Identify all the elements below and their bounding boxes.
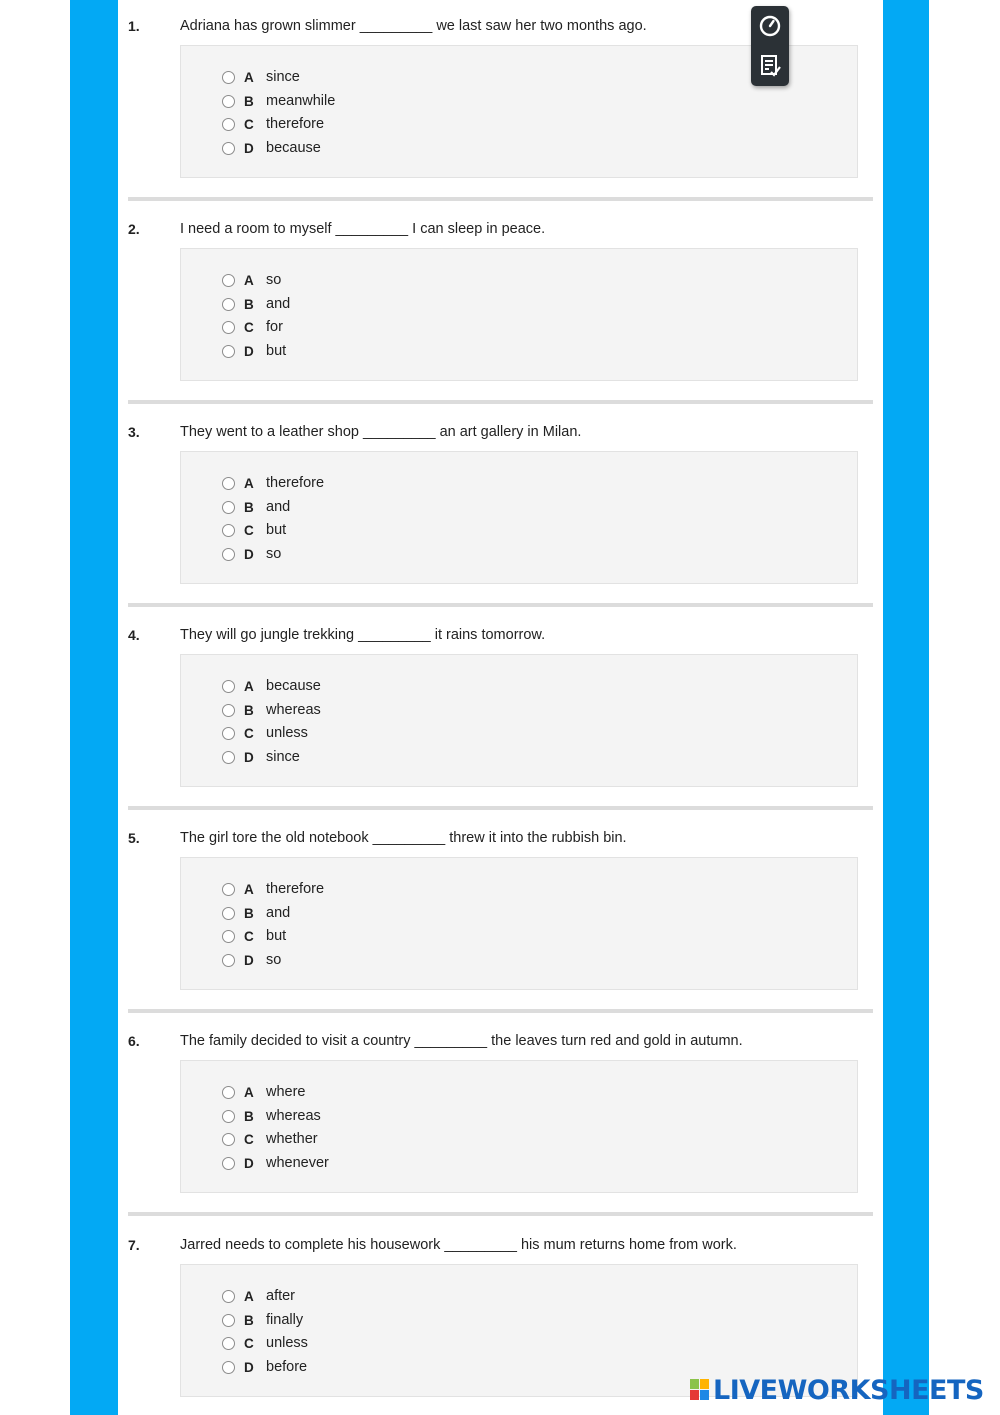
- option-d[interactable]: [222, 138, 321, 158]
- option-text: because: [266, 140, 321, 156]
- logo-blocks-icon: [690, 1379, 710, 1401]
- question-text: Adriana has grown slimmer _________ we last saw her two months ago.: [180, 18, 647, 34]
- options-box: [180, 451, 858, 584]
- option-text: and: [266, 905, 291, 921]
- option-a[interactable]: [222, 473, 324, 493]
- option-d[interactable]: [222, 1153, 329, 1173]
- radio-button[interactable]: [222, 1361, 235, 1374]
- option-text: where: [266, 1084, 306, 1100]
- option-a[interactable]: [222, 676, 321, 696]
- option-text: whenever: [266, 1155, 329, 1171]
- question-separator: [128, 1009, 873, 1013]
- radio-button[interactable]: [222, 95, 235, 108]
- radio-button[interactable]: [222, 751, 235, 764]
- option-text: whether: [266, 1131, 318, 1147]
- radio-button[interactable]: [222, 1314, 235, 1327]
- option-letter: C: [244, 116, 254, 132]
- option-letter: D: [244, 140, 254, 156]
- radio-button[interactable]: [222, 727, 235, 740]
- question-number: 3.: [128, 424, 140, 440]
- options-box: [180, 248, 858, 381]
- question-separator: [128, 603, 873, 607]
- option-text: so: [266, 546, 282, 562]
- option-letter: B: [244, 1108, 254, 1124]
- option-a[interactable]: [222, 270, 281, 290]
- option-letter: C: [244, 319, 254, 335]
- radio-button[interactable]: [222, 1290, 235, 1303]
- radio-button[interactable]: [222, 501, 235, 514]
- option-text: unless: [266, 1335, 308, 1351]
- radio-button[interactable]: [222, 954, 235, 967]
- option-letter: A: [244, 69, 254, 85]
- options-box: [180, 1060, 858, 1193]
- option-letter: C: [244, 725, 254, 741]
- radio-button[interactable]: [222, 1337, 235, 1350]
- option-d[interactable]: [222, 747, 300, 767]
- option-a[interactable]: [222, 1286, 295, 1306]
- radio-button[interactable]: [222, 930, 235, 943]
- option-a[interactable]: [222, 1082, 306, 1102]
- radio-button[interactable]: [222, 548, 235, 561]
- option-letter: B: [244, 499, 254, 515]
- option-b[interactable]: [222, 903, 290, 923]
- option-b[interactable]: [222, 1310, 303, 1330]
- option-letter: D: [244, 749, 254, 765]
- option-c[interactable]: [222, 317, 283, 337]
- answers-button[interactable]: [756, 52, 784, 80]
- option-text: therefore: [266, 475, 325, 491]
- radio-button[interactable]: [222, 1110, 235, 1123]
- option-letter: D: [244, 1359, 254, 1375]
- liveworksheets-logo: [690, 1373, 984, 1407]
- option-text: so: [266, 272, 282, 288]
- question-text: I need a room to myself _________ I can sleep in peace.: [180, 221, 546, 237]
- option-letter: D: [244, 546, 254, 562]
- option-text: whereas: [266, 1108, 321, 1124]
- option-text: since: [266, 749, 300, 765]
- option-d[interactable]: [222, 950, 281, 970]
- radio-button[interactable]: [222, 680, 235, 693]
- option-letter: B: [244, 1312, 254, 1328]
- option-c[interactable]: [222, 1333, 308, 1353]
- option-letter: A: [244, 678, 254, 694]
- radio-button[interactable]: [222, 1086, 235, 1099]
- radio-button[interactable]: [222, 274, 235, 287]
- radio-button[interactable]: [222, 298, 235, 311]
- question-text: They will go jungle trekking _________ it rains tomorrow.: [180, 627, 546, 643]
- option-c[interactable]: [222, 114, 324, 134]
- radio-button[interactable]: [222, 142, 235, 155]
- radio-button[interactable]: [222, 704, 235, 717]
- option-b[interactable]: [222, 294, 290, 314]
- radio-button[interactable]: [222, 477, 235, 490]
- option-text: therefore: [266, 881, 325, 897]
- radio-button[interactable]: [222, 1133, 235, 1146]
- option-d[interactable]: [222, 341, 286, 361]
- option-b[interactable]: [222, 700, 321, 720]
- option-d[interactable]: [222, 1357, 307, 1377]
- radio-button[interactable]: [222, 883, 235, 896]
- timer-icon: [756, 12, 784, 40]
- radio-button[interactable]: [222, 907, 235, 920]
- question-number: 5.: [128, 830, 140, 846]
- option-letter: B: [244, 93, 254, 109]
- option-letter: A: [244, 1084, 254, 1100]
- option-letter: C: [244, 1335, 254, 1351]
- options-box: [180, 654, 858, 787]
- option-letter: C: [244, 928, 254, 944]
- option-text: after: [266, 1288, 296, 1304]
- option-text: and: [266, 296, 291, 312]
- option-text: meanwhile: [266, 93, 336, 109]
- option-c[interactable]: [222, 926, 286, 946]
- option-text: since: [266, 69, 300, 85]
- radio-button[interactable]: [222, 524, 235, 537]
- option-letter: B: [244, 296, 254, 312]
- question-text: The family decided to visit a country _________ the leaves turn red and gold in autumn.: [180, 1033, 743, 1049]
- option-text: but: [266, 928, 287, 944]
- option-letter: D: [244, 952, 254, 968]
- question-number: 6.: [128, 1033, 140, 1049]
- question-separator: [128, 806, 873, 810]
- option-a[interactable]: [222, 67, 300, 87]
- option-text: but: [266, 522, 287, 538]
- checklist-icon: [756, 52, 784, 80]
- option-text: and: [266, 499, 291, 515]
- option-c[interactable]: [222, 1129, 318, 1149]
- option-letter: C: [244, 1131, 254, 1147]
- option-c[interactable]: [222, 520, 286, 540]
- option-b[interactable]: [222, 497, 290, 517]
- logo-text: LIVEWORKSHEETS: [713, 1374, 984, 1406]
- option-letter: D: [244, 1155, 254, 1171]
- option-letter: A: [244, 1288, 254, 1304]
- option-letter: B: [244, 702, 254, 718]
- question-separator: [128, 197, 873, 201]
- option-text: whereas: [266, 702, 321, 718]
- option-letter: A: [244, 272, 254, 288]
- option-text: so: [266, 952, 282, 968]
- option-letter: B: [244, 905, 254, 921]
- question-number: 1.: [128, 18, 140, 34]
- option-letter: A: [244, 475, 254, 491]
- option-letter: C: [244, 522, 254, 538]
- right-blue-border: [883, 0, 929, 1415]
- option-text: finally: [266, 1312, 304, 1328]
- option-a[interactable]: [222, 879, 324, 899]
- option-text: unless: [266, 725, 308, 741]
- option-letter: A: [244, 881, 254, 897]
- option-letter: D: [244, 343, 254, 359]
- option-text: for: [266, 319, 283, 335]
- option-c[interactable]: [222, 723, 308, 743]
- floating-toolbar: [751, 6, 789, 86]
- left-blue-border: [70, 0, 118, 1415]
- question-text: They went to a leather shop _________ an art gallery in Milan.: [180, 424, 582, 440]
- radio-button[interactable]: [222, 345, 235, 358]
- question-number: 2.: [128, 221, 140, 237]
- radio-button[interactable]: [222, 321, 235, 334]
- option-text: before: [266, 1359, 308, 1375]
- question-text: The girl tore the old notebook _________ threw it into the rubbish bin.: [180, 830, 627, 846]
- timer-button[interactable]: [756, 12, 784, 40]
- option-d[interactable]: [222, 544, 281, 564]
- option-text: because: [266, 678, 321, 694]
- radio-button[interactable]: [222, 118, 235, 131]
- question-separator: [128, 1212, 873, 1216]
- question-number: 4.: [128, 627, 140, 643]
- options-box: [180, 857, 858, 990]
- question-separator: [128, 400, 873, 404]
- option-b[interactable]: [222, 91, 335, 111]
- question-number: 7.: [128, 1237, 140, 1253]
- option-b[interactable]: [222, 1106, 321, 1126]
- option-text: therefore: [266, 116, 325, 132]
- radio-button[interactable]: [222, 71, 235, 84]
- question-text: Jarred needs to complete his housework _________ his mum returns home from work.: [180, 1237, 737, 1253]
- radio-button[interactable]: [222, 1157, 235, 1170]
- option-text: but: [266, 343, 287, 359]
